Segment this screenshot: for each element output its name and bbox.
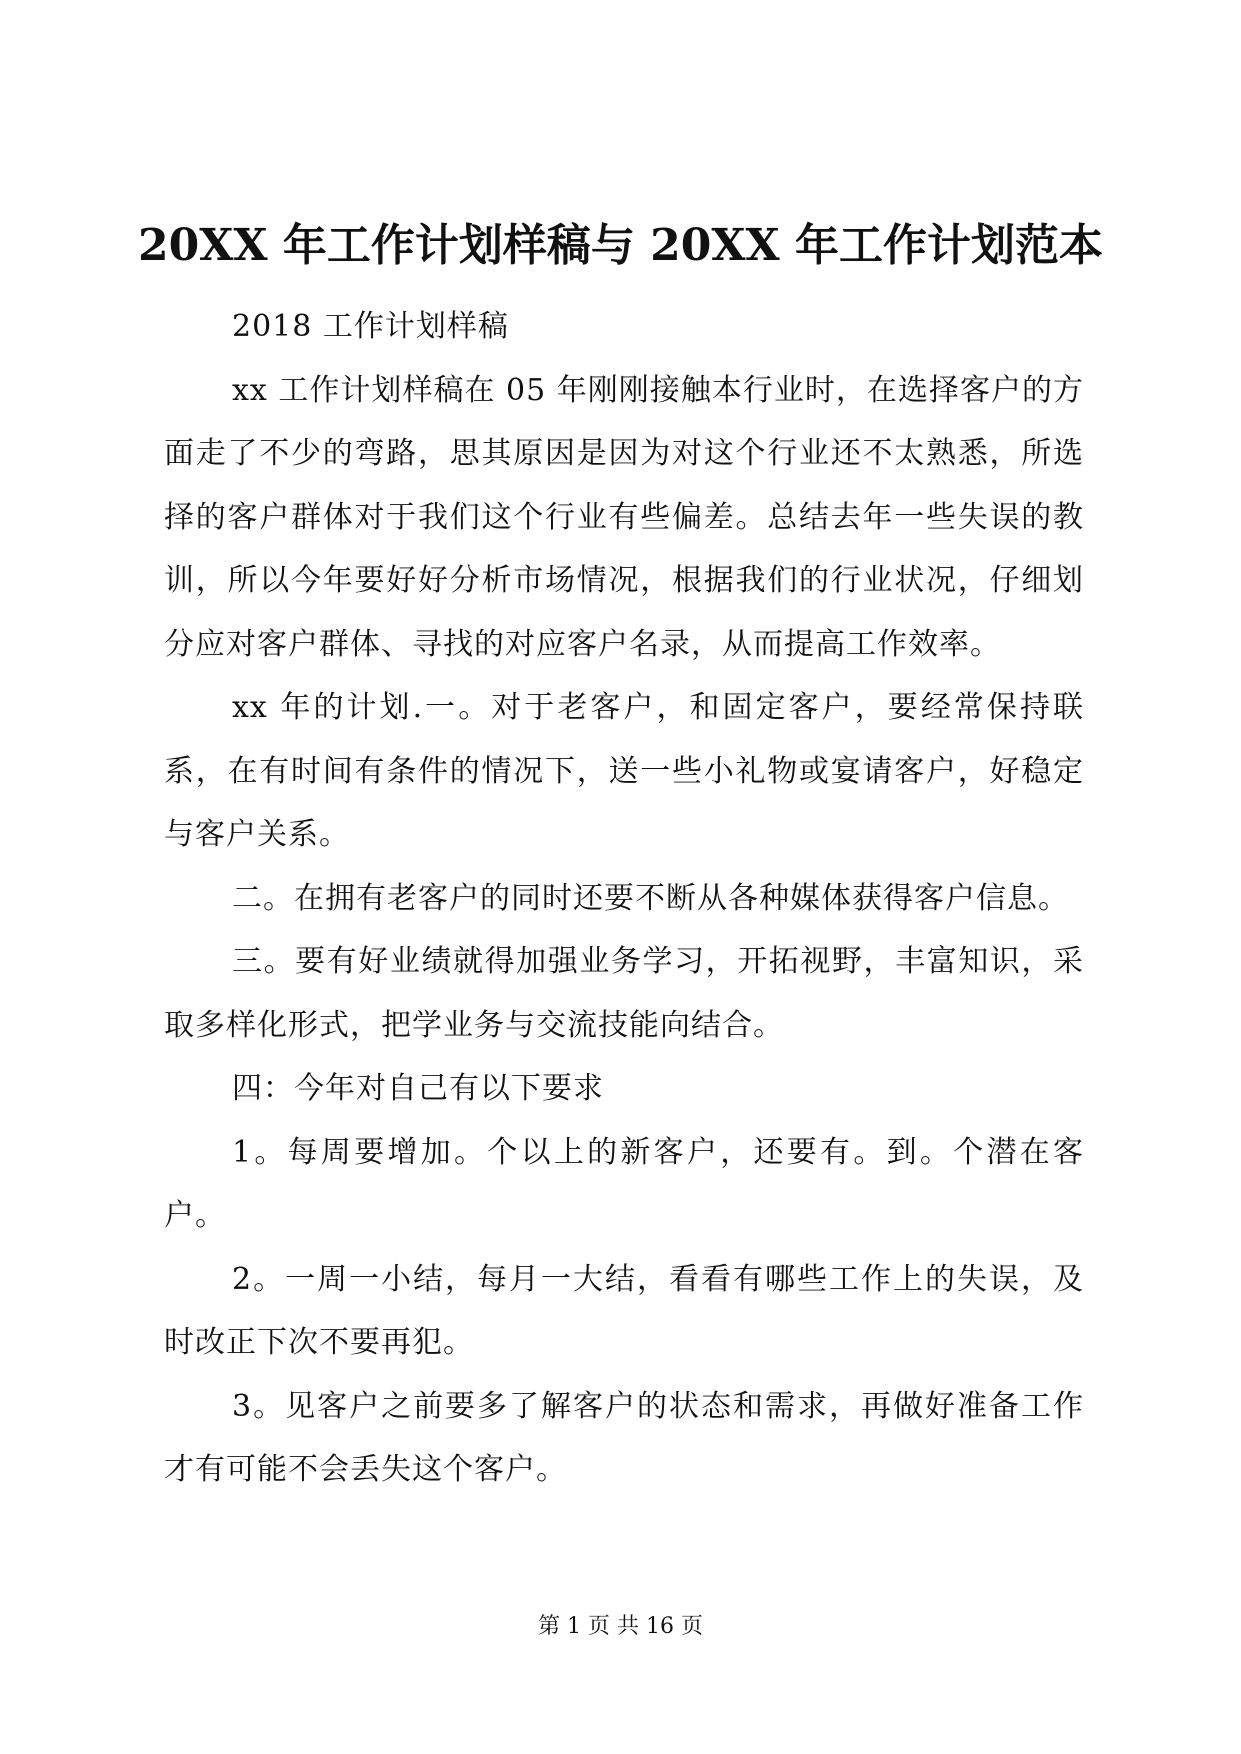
- list-item: 1。每周要增加。个以上的新客户，还要有。到。个潜在客户。: [164, 1134, 1084, 1233]
- list-item: 2。一周一小结，每月一大结，看看有哪些工作上的失误，及时改正下次不要再犯。: [164, 1261, 1084, 1360]
- paragraph: xx 年的计划.一。对于老客户，和固定客户，要经常保持联系，在有时间有条件的情况下，送一些小礼物或宴请客户，好稳定与客户关系。: [164, 690, 1084, 852]
- paragraph: 二。在拥有老客户的同时还要不断从各种媒体获得客户信息。: [232, 880, 1069, 916]
- document-body: [164, 295, 1084, 1502]
- paragraph-heading: 2018 工作计划样稿: [232, 309, 509, 344]
- page-number-footer: 第 1 页 共 16 页: [538, 1614, 703, 1639]
- list-item: 3。见客户之前要多了解客户的状态和需求，再做好准备工作才有可能不会丢失这个客户。: [164, 1388, 1084, 1487]
- paragraph: 四：今年对自己有以下要求: [232, 1071, 604, 1106]
- document-title: 20XX 年工作计划样稿与 20XX 年工作计划范本: [138, 220, 1103, 271]
- paragraph: 三。要有好业绩就得加强业务学习，开拓视野，丰富知识，采取多样化形式，把学业务与交流技能向结合。: [164, 944, 1084, 1043]
- paragraph: xx 工作计划样稿在 05 年刚刚接触本行业时，在选择客户的方面走了不少的弯路，思其原因是因为对这个行业还不太熟悉，所选择的客户群体对于我们这个行业有些偏差。总结去年一些失误的教训，所以今年要好好分析市场情况，根据我们的行业状况，仔细划分应对客户群体、寻找的对应客户名录，从而提高工作效率。: [164, 372, 1084, 662]
